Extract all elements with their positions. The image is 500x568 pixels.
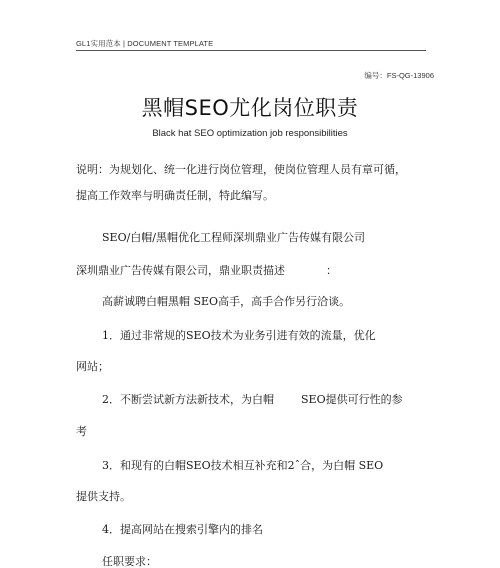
- item-3-line-2: 提供支持。: [76, 490, 131, 503]
- description-colon: ：: [326, 264, 337, 277]
- requirements-label: 任职要求：: [102, 555, 157, 568]
- page-title: 黑帽SEO尤化岗位职责: [141, 96, 359, 120]
- company-line: SEO/白帽/黑帽优化工程师深圳鼎业广告传媒有限公司: [102, 231, 365, 244]
- item-2-line-1: 2．不断尝试新方法新技术，为白帽: [102, 393, 274, 406]
- document-header: GL1实用范本 | DOCUMENT TEMPLATE: [76, 39, 214, 48]
- item-3-line-1: 3．和现有的白帽SEO技术相互补充和2ˆ合，为白帽 SEO: [102, 459, 384, 472]
- intro-line-2: 提高工作效率与明确责任制，特此编写。: [76, 189, 274, 202]
- recruitment-line: 高薪诚聘白帽黑帽 SEO高手，高手合作另行洽谈。: [102, 295, 351, 308]
- item-1-line-2: 网站；: [76, 360, 109, 373]
- item-2-line-1-continued: SEO提供可行性的参: [301, 393, 403, 406]
- document-number: 编号：FS-QG-13906: [364, 71, 434, 80]
- item-4-line-1: 4．提高网站在搜索引擎内的排名: [102, 523, 263, 536]
- page-subtitle: Black hat SEO optimization job responsibilities: [152, 128, 348, 139]
- description-line: 深圳鼎业广告传媒有限公司，鼎业职责描述: [76, 264, 285, 277]
- item-1-line-1: 1．通过非常规的SEO技术为业务引进有效的流量，优化: [102, 329, 376, 342]
- intro-line-1: 说明：为规划化、统一化进行岗位管理，使岗位管理人员有章可循，: [76, 163, 406, 176]
- header-divider: [76, 50, 426, 51]
- item-2-line-2: 考: [76, 425, 87, 438]
